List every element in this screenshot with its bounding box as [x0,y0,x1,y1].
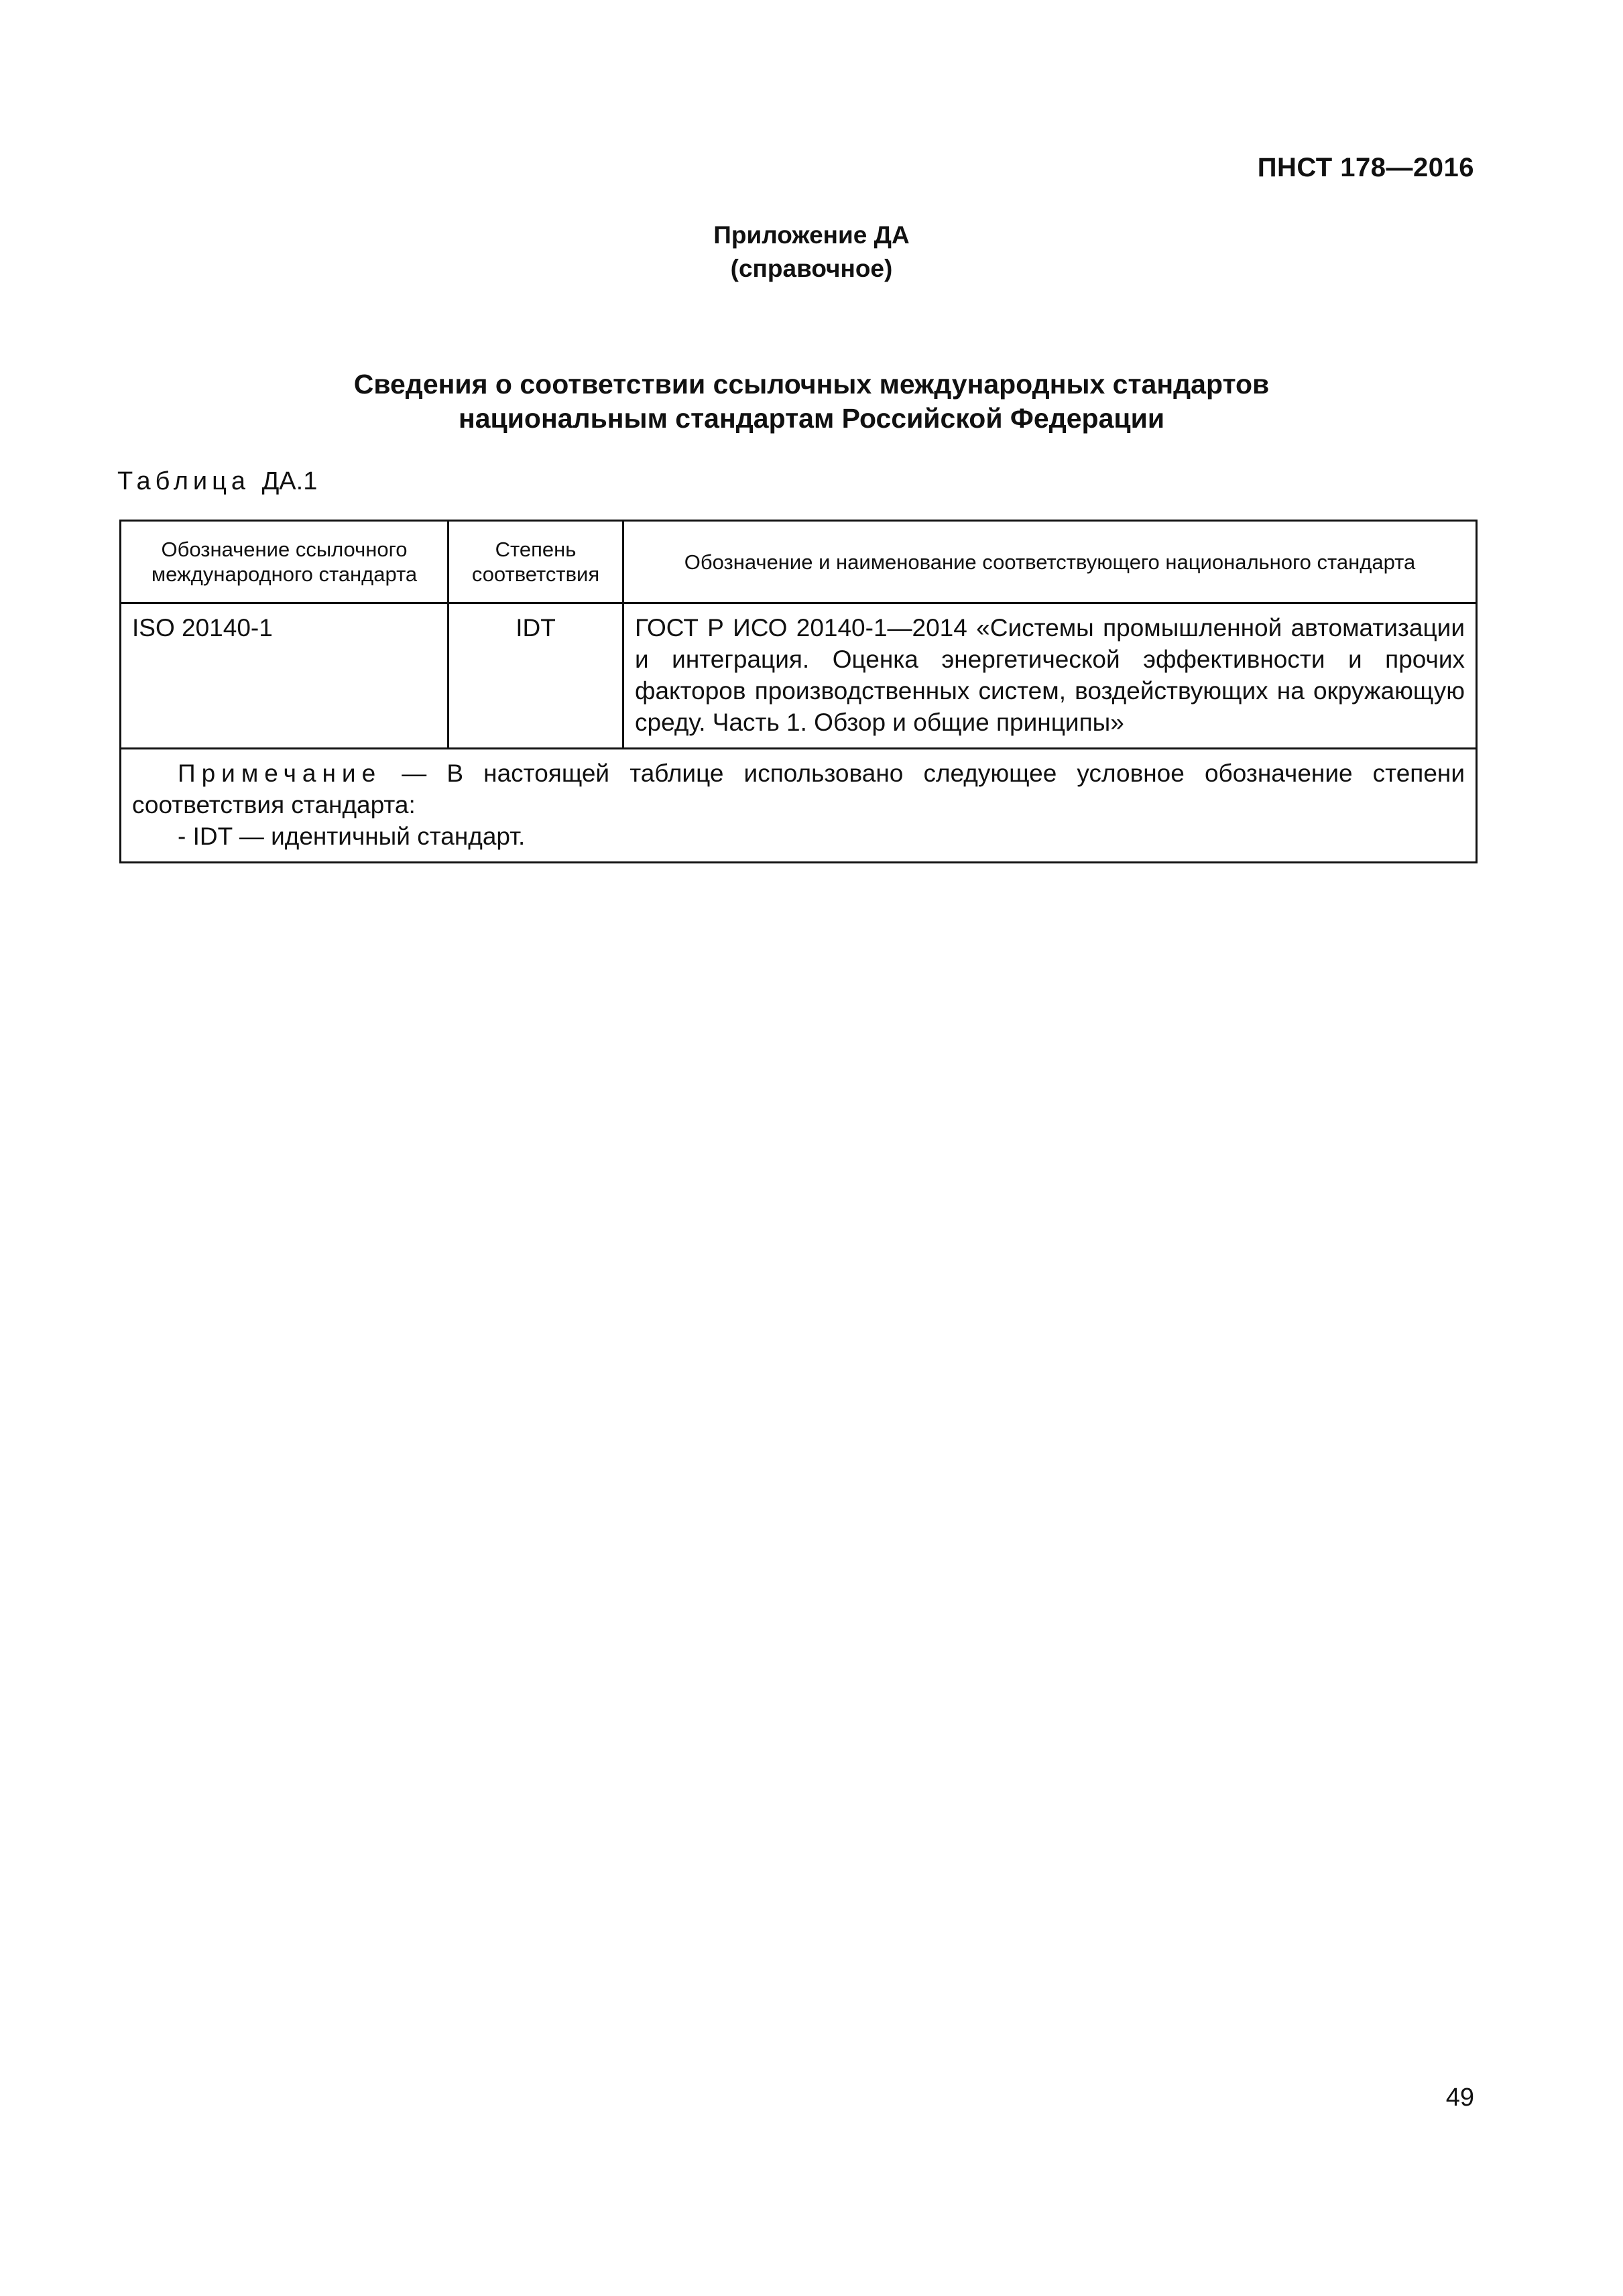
column-header-national-standard: Обозначение и наименование соответствующего национального стандарта [623,521,1477,603]
column-header-intl-standard: Обозначение ссылочного международного стандарта [121,521,448,603]
table-note [121,749,1477,863]
page-number: 49 [1445,2083,1474,2112]
section-title-line-2: национальным стандартам Российской Федерации [458,403,1165,434]
table-caption [117,467,317,496]
appendix-type: (справочное) [730,255,893,282]
correspondence-table [119,520,1478,863]
appendix-title: Приложение ДА [713,221,910,249]
section-title-line-1: Сведения о соответствии ссылочных международных стандартов [353,369,1270,400]
note-label: Примечание [178,760,382,787]
appendix-heading [0,219,1623,286]
table-header-row [121,521,1477,603]
document-code: ПНСТ 178—2016 [1257,153,1474,182]
note-item: - IDT — идентичный стандарт. [178,823,526,850]
table-caption-word: Таблица [117,467,250,495]
table-note-row [121,749,1477,863]
table-row [121,603,1477,749]
section-title [0,367,1623,436]
table-caption-number: ДА.1 [261,467,318,495]
note-text: — В настоящей таблице использовано следующее условное обозначение степени соответствия стандарта: [132,760,1465,819]
cell-national-standard: ГОСТ Р ИСО 20140-1—2014 «Системы промышленной автоматизации и интеграция. Оценка энергетической эффективности и прочих факторов производственных систем, воздействующих на окружающую среду. Часть 1. Обзор и общие принципы» [623,603,1477,749]
column-header-degree: Степень соответствия [448,521,623,603]
cell-intl-standard: ISO 20140-1 [121,603,448,749]
cell-degree: IDT [448,603,623,749]
